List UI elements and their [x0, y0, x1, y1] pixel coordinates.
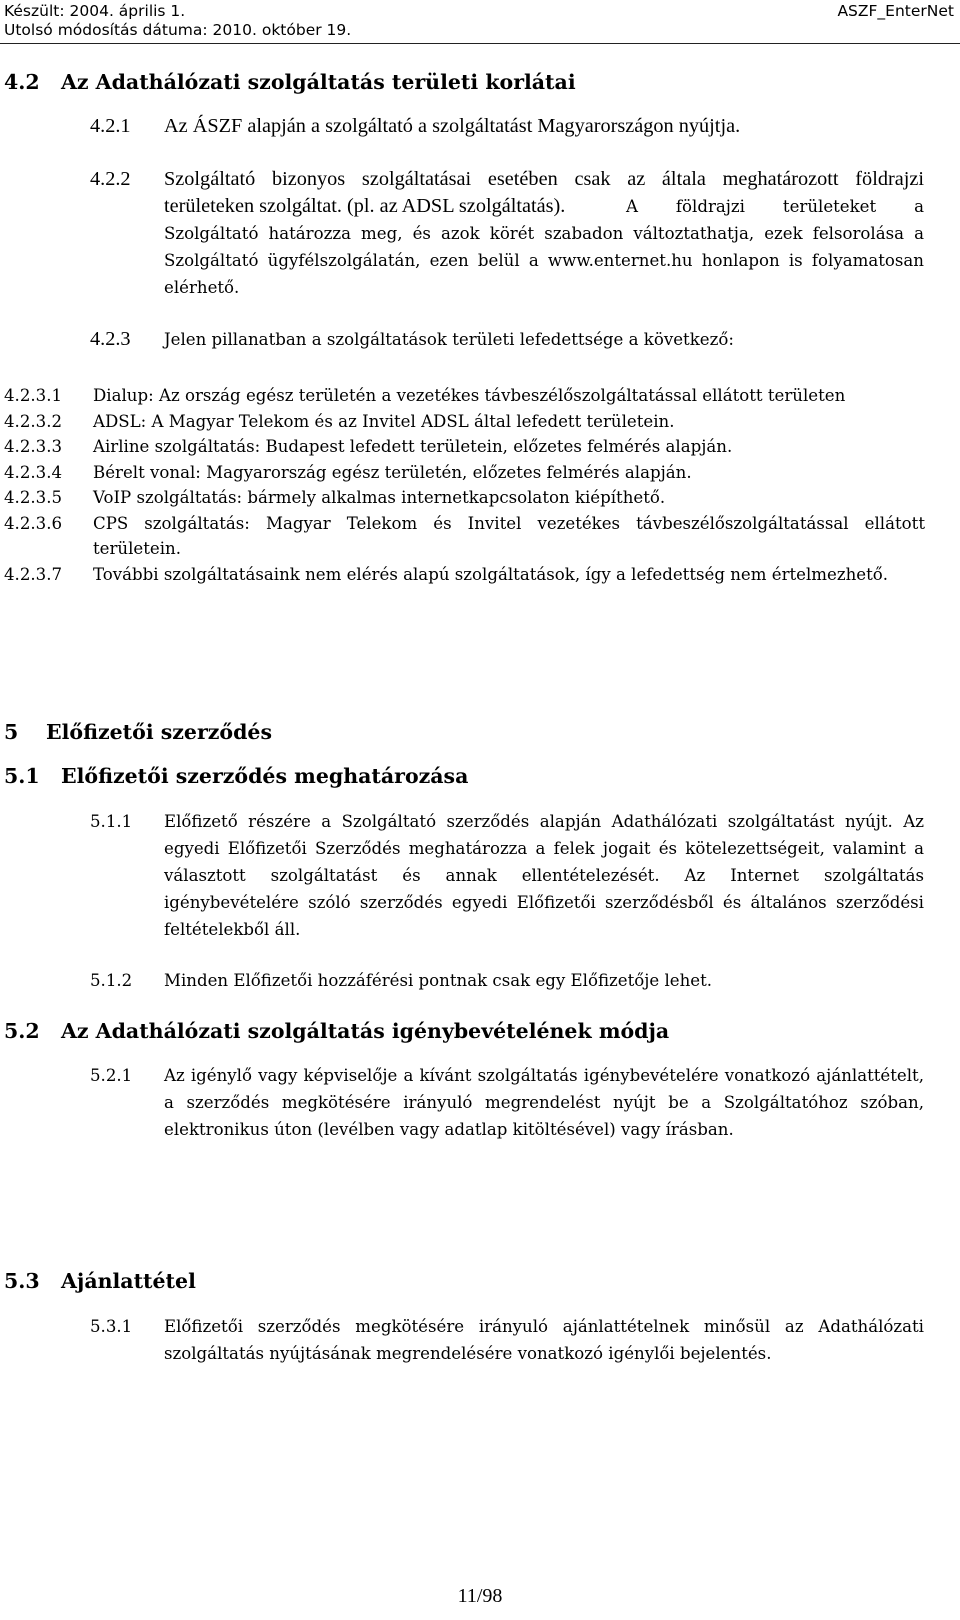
list-item [4, 460, 925, 486]
chapter-title: Előfizetői szerződés [46, 720, 273, 744]
paragraph-4-2-1-text: Az ÁSZF alapján a szolgáltató a szolgáltatást Magyarországon nyújtja. [164, 115, 741, 137]
list-item [4, 562, 925, 588]
paragraph-number: 4.2.3 [90, 328, 131, 350]
section-title: Ajánlattétel [61, 1269, 196, 1293]
paragraph-text: Szolgáltató bizonyos szolgáltatásai esetében csak az általa meghatározott földrajzi területeken szolgáltat. (pl. az ADSL szolgáltatás). [164, 168, 924, 217]
section-number: 5.1 [4, 764, 40, 788]
list-item [4, 485, 925, 511]
list-item-number: 4.2.3.4 [4, 462, 63, 482]
paragraph-number: 5.3.1 [90, 1317, 133, 1336]
paragraph-text: Előfizető részére a Szolgáltató szerződés alapján Adathálózati szolgáltatást nyújt. Az egyedi Előfizetői Szerződés meghatározza a felek jogait és kötelezettségeit, valamint a választott szolgáltatást és annak ellentételezését. Az Internet szolgáltatás igénybevételére szóló szerződés egyedi Előfizetői szerződésből és általános szerződési feltételekből áll. [164, 812, 924, 939]
paragraph-5-2-1 [164, 1062, 924, 1143]
list-item-text: Dialup: Az ország egész területén a vezetékes távbeszélőszolgáltatással ellátott területen [93, 386, 846, 405]
list-item-text: Bérelt vonal: Magyarország egész területén, előzetes felmérés alapján. [93, 462, 692, 482]
header-divider [0, 43, 960, 44]
list-item-number: 4.2.3.3 [4, 437, 63, 456]
coverage-list [4, 383, 925, 587]
paragraph-4-2-2-text-b [164, 193, 924, 301]
section-number: 5.2 [4, 1019, 40, 1043]
list-item [4, 511, 925, 562]
paragraph-4-2-3-text: Jelen pillanatban a szolgáltatások területi lefedettsége a következő: [164, 330, 734, 349]
paragraph-text: A földrajzi területeket a Szolgáltató határozza meg, és azok körét szabadon változtathatja, ezek felsorolása a Szolgáltató ügyfélszolgálatán, ezen belül a www.enternet.hu honlapon is folyamatosan elérhető. [164, 197, 924, 297]
list-item-number: 4.2.3.5 [4, 488, 63, 507]
list-item [4, 383, 925, 409]
section-title: Előfizetői szerződés meghatározása [61, 764, 469, 788]
paragraph-number: 5.2.1 [90, 1066, 133, 1085]
list-item [4, 434, 925, 460]
chapter-number: 5 [4, 720, 19, 744]
section-title: Az Adathálózati szolgáltatás igénybevételének módja [61, 1019, 670, 1043]
section-number: 5.3 [4, 1269, 40, 1293]
paragraph-5-3-1 [164, 1313, 924, 1367]
section-5-1-heading [4, 764, 468, 788]
header-document-name: ASZF_EnterNet [837, 2, 954, 20]
paragraph-number: 4.2.1 [90, 115, 131, 137]
paragraph-5-1-2-text: Minden Előfizetői hozzáférési pontnak csak egy Előfizetője lehet. [164, 971, 713, 990]
paragraph-text: Előfizetői szerződés megkötésére irányuló ajánlattételnek minősül az Adathálózati szolgáltatás nyújtásának megrendelésére vonatkozó igénylői bejelentés. [164, 1317, 924, 1363]
list-item-number: 4.2.3.7 [4, 564, 63, 584]
paragraph-number: 4.2.2 [90, 168, 131, 190]
list-item-number: 4.2.3.6 [4, 513, 63, 533]
section-5-3-heading [4, 1269, 196, 1293]
list-item [4, 409, 925, 435]
header-modified-date: Utolsó módosítás dátuma: 2010. október 19. [4, 21, 352, 39]
section-title: Az Adathálózati szolgáltatás területi korlátai [61, 70, 576, 94]
list-item-number: 4.2.3.2 [4, 411, 63, 431]
list-item-text: Airline szolgáltatás: Budapest lefedett területein, előzetes felmérés alapján. [93, 437, 733, 456]
chapter-5-heading [4, 720, 272, 744]
paragraph-number: 5.1.2 [90, 971, 133, 990]
section-number: 4.2 [4, 70, 40, 94]
paragraph-number: 5.1.1 [90, 812, 133, 831]
list-item-text: VoIP szolgáltatás: bármely alkalmas internetkapcsolaton kiépíthető. [93, 488, 666, 507]
section-4-2-heading [4, 70, 576, 94]
list-item-number: 4.2.3.1 [4, 386, 63, 405]
paragraph-text: Az igénylő vagy képviselője a kívánt szolgáltatás igénybevételére vonatkozó ajánlattételt, a szerződés megkötésére irányuló megrendelést nyújt be a Szolgáltatóhoz szóban, elektronikus úton (levélben vagy adatlap kitöltésével) vagy írásban. [164, 1066, 924, 1139]
header-created-date: Készült: 2004. április 1. [4, 2, 186, 20]
list-item-text: További szolgáltatásaink nem elérés alapú szolgáltatások, így a lefedettség nem értelmezhető. [93, 564, 889, 584]
page-number: 11/98 [457, 1585, 503, 1607]
paragraph-5-1-1 [164, 808, 924, 943]
section-5-2-heading [4, 1019, 669, 1043]
list-item-text: ADSL: A Magyar Telekom és az Invitel ADSL által lefedett területein. [93, 411, 675, 431]
list-item-text: CPS szolgáltatás: Magyar Telekom és Invitel vezetékes távbeszélőszolgáltatással ellátott területein. [93, 513, 925, 558]
